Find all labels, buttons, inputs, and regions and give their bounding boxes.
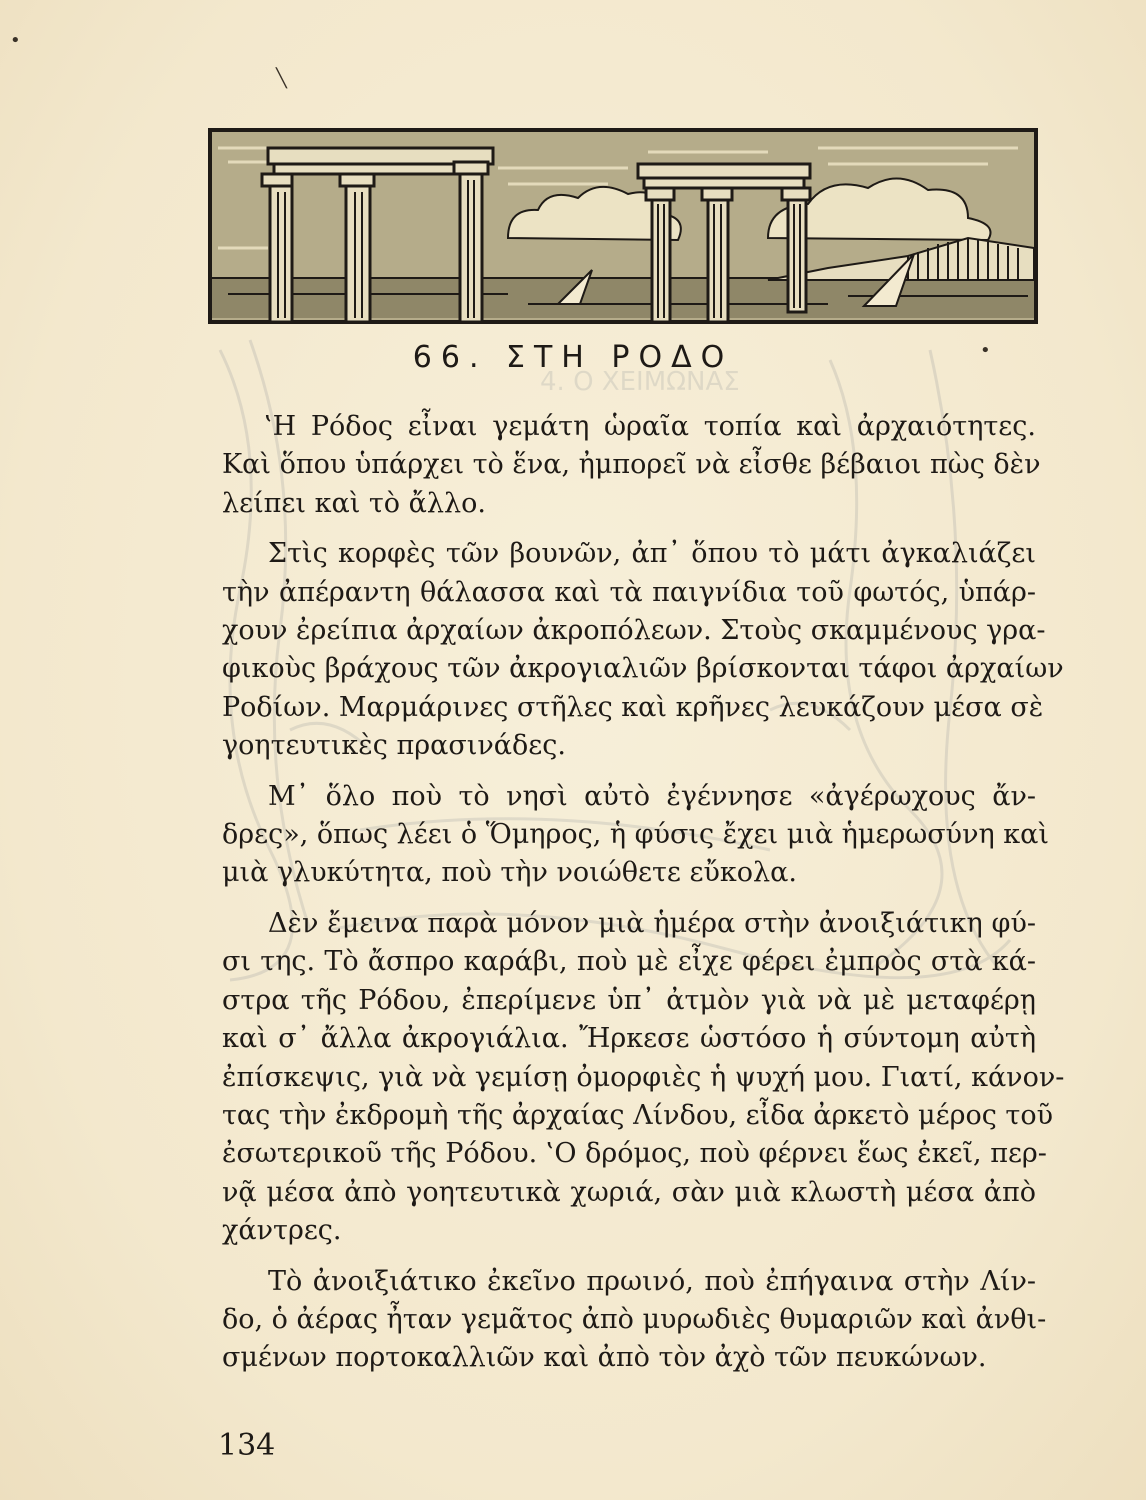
- paragraph: [222, 408, 1041, 523]
- chapter-title: 66. ΣΤΗ ΡΟΔΟ: [412, 340, 734, 375]
- text-line: ἐπίσκεψις, γιὰ νὰ γεμίσῃ ὀμορφιὲς ἡ ψυχή μου. Γιατί, κάνον-: [222, 1061, 1065, 1093]
- text-line: δο, ὁ ἀέρας ἦταν γεμᾶτος ἀπὸ μυρωδιὲς θυμαριῶν καὶ ἀνθι-: [222, 1303, 1047, 1335]
- text-line: ἐσωτερικοῦ τῆς Ρόδου. ‛Ο δρόμος, ποὺ φέρνει ἕως ἐκεῖ, περ-: [222, 1138, 1047, 1170]
- text-line: σμένων πορτοκαλλιῶν καὶ ἀπὸ τὸν ἀχὸ τῶν πευκώνων.: [222, 1342, 987, 1374]
- text-line: τὴν ἀπέραντη θάλασσα καὶ τὰ παιγνίδια τοῦ φωτός, ὑπάρ-: [222, 576, 1036, 608]
- text-line: νᾷ μέσα ἀπὸ γοητευτικὰ χωριά, σὰν μιὰ κλωστὴ μέσα ἀπὸ: [222, 1176, 1036, 1208]
- body-text: [222, 408, 1065, 1378]
- text-line: Καὶ ὅπου ὑπάρχει τὸ ἕνα, ἠμπορεῖ νὰ εἶσθε βέβαιοι πὼς δὲν: [222, 449, 1041, 481]
- text-line: ‛Η Ρόδος εἶναι γεμάτη ὡραῖα τοπία καὶ ἀρχαιότητες.: [264, 411, 1036, 442]
- text-line: Μ᾿ ὅλο ποὺ τὸ νησὶ αὐτὸ ἐγέννησε «ἀγέρωχους ἄν-: [268, 780, 1036, 812]
- ink-speck: •: [980, 340, 991, 361]
- text-line: στρα τῆς Ρόδου, ἐπερίμενε ὑπ᾿ ἀτμὸν γιὰ νὰ μὲ μεταφέρῃ: [222, 984, 1036, 1016]
- paragraph: [222, 905, 1065, 1251]
- text-line: Στὶς κορφὲς τῶν βουνῶν, ἀπ᾿ ὅπου τὸ μάτι ἀγκαλιάζει: [268, 538, 1036, 570]
- text-line: δρες», ὅπως λέει ὁ Ὅμηρος, ἡ φύσις ἔχει μιὰ ἡμερωσύνη καὶ: [222, 819, 1049, 851]
- text-line: γοητευτικὲς πρασινάδες.: [222, 730, 566, 762]
- paragraph: [222, 1263, 1047, 1378]
- text-line: λείπει καὶ τὸ ἄλλο.: [222, 487, 486, 519]
- text-line: Ροδίων. Μαρμάρινες στῆλες καὶ κρῆνες λευκάζουν μέσα σὲ: [222, 691, 1044, 723]
- text-line: καὶ σ᾿ ἄλλα ἀκρογιάλια. Ἤρκεσε ὡστόσο ἡ σύντομη αὐτὴ: [222, 1023, 1036, 1055]
- paragraph: [222, 535, 1064, 765]
- text-line: Τὸ ἀνοιξιάτικο ἐκεῖνο πρωινό, ποὺ ἐπήγαινα στὴν Λίν-: [268, 1265, 1036, 1297]
- chapter-illustration: [208, 128, 1038, 324]
- text-line: σι της. Τὸ ἄσπρο καράβι, ποὺ μὲ εἶχε φέρει ἐμπρὸς στὰ κά-: [222, 946, 1036, 978]
- page-number: 134: [218, 1428, 276, 1463]
- text-line: Δὲν ἔμεινα παρὰ μόνον μιὰ ἡμέρα στὴν ἀνοιξιάτικη φύ-: [268, 907, 1036, 939]
- text-line: χουν ἐρείπια ἀρχαίων ἀκροπόλεων. Στοὺς σκαμμένους γρα-: [222, 615, 1046, 647]
- bleed-through-heading: 4. Ο ΧΕΙΜΩΝΑΣ: [540, 367, 740, 397]
- text-line: φικοὺς βράχους τῶν ἀκρογιαλιῶν βρίσκονται τάφοι ἀρχαίων: [222, 653, 1064, 685]
- ink-speck: •: [10, 30, 21, 51]
- text-line: τας τὴν ἐκδρομὴ τῆς ἀρχαίας Λίνδου, εἶδα ἀρκετὸ μέρος τοῦ: [222, 1099, 1054, 1131]
- text-line: χάντρες.: [222, 1215, 342, 1247]
- ink-speck: ╲: [276, 68, 287, 89]
- paragraph: [222, 778, 1049, 893]
- text-line: μιὰ γλυκύτητα, ποὺ τὴν νοιώθετε εὔκολα.: [222, 857, 797, 889]
